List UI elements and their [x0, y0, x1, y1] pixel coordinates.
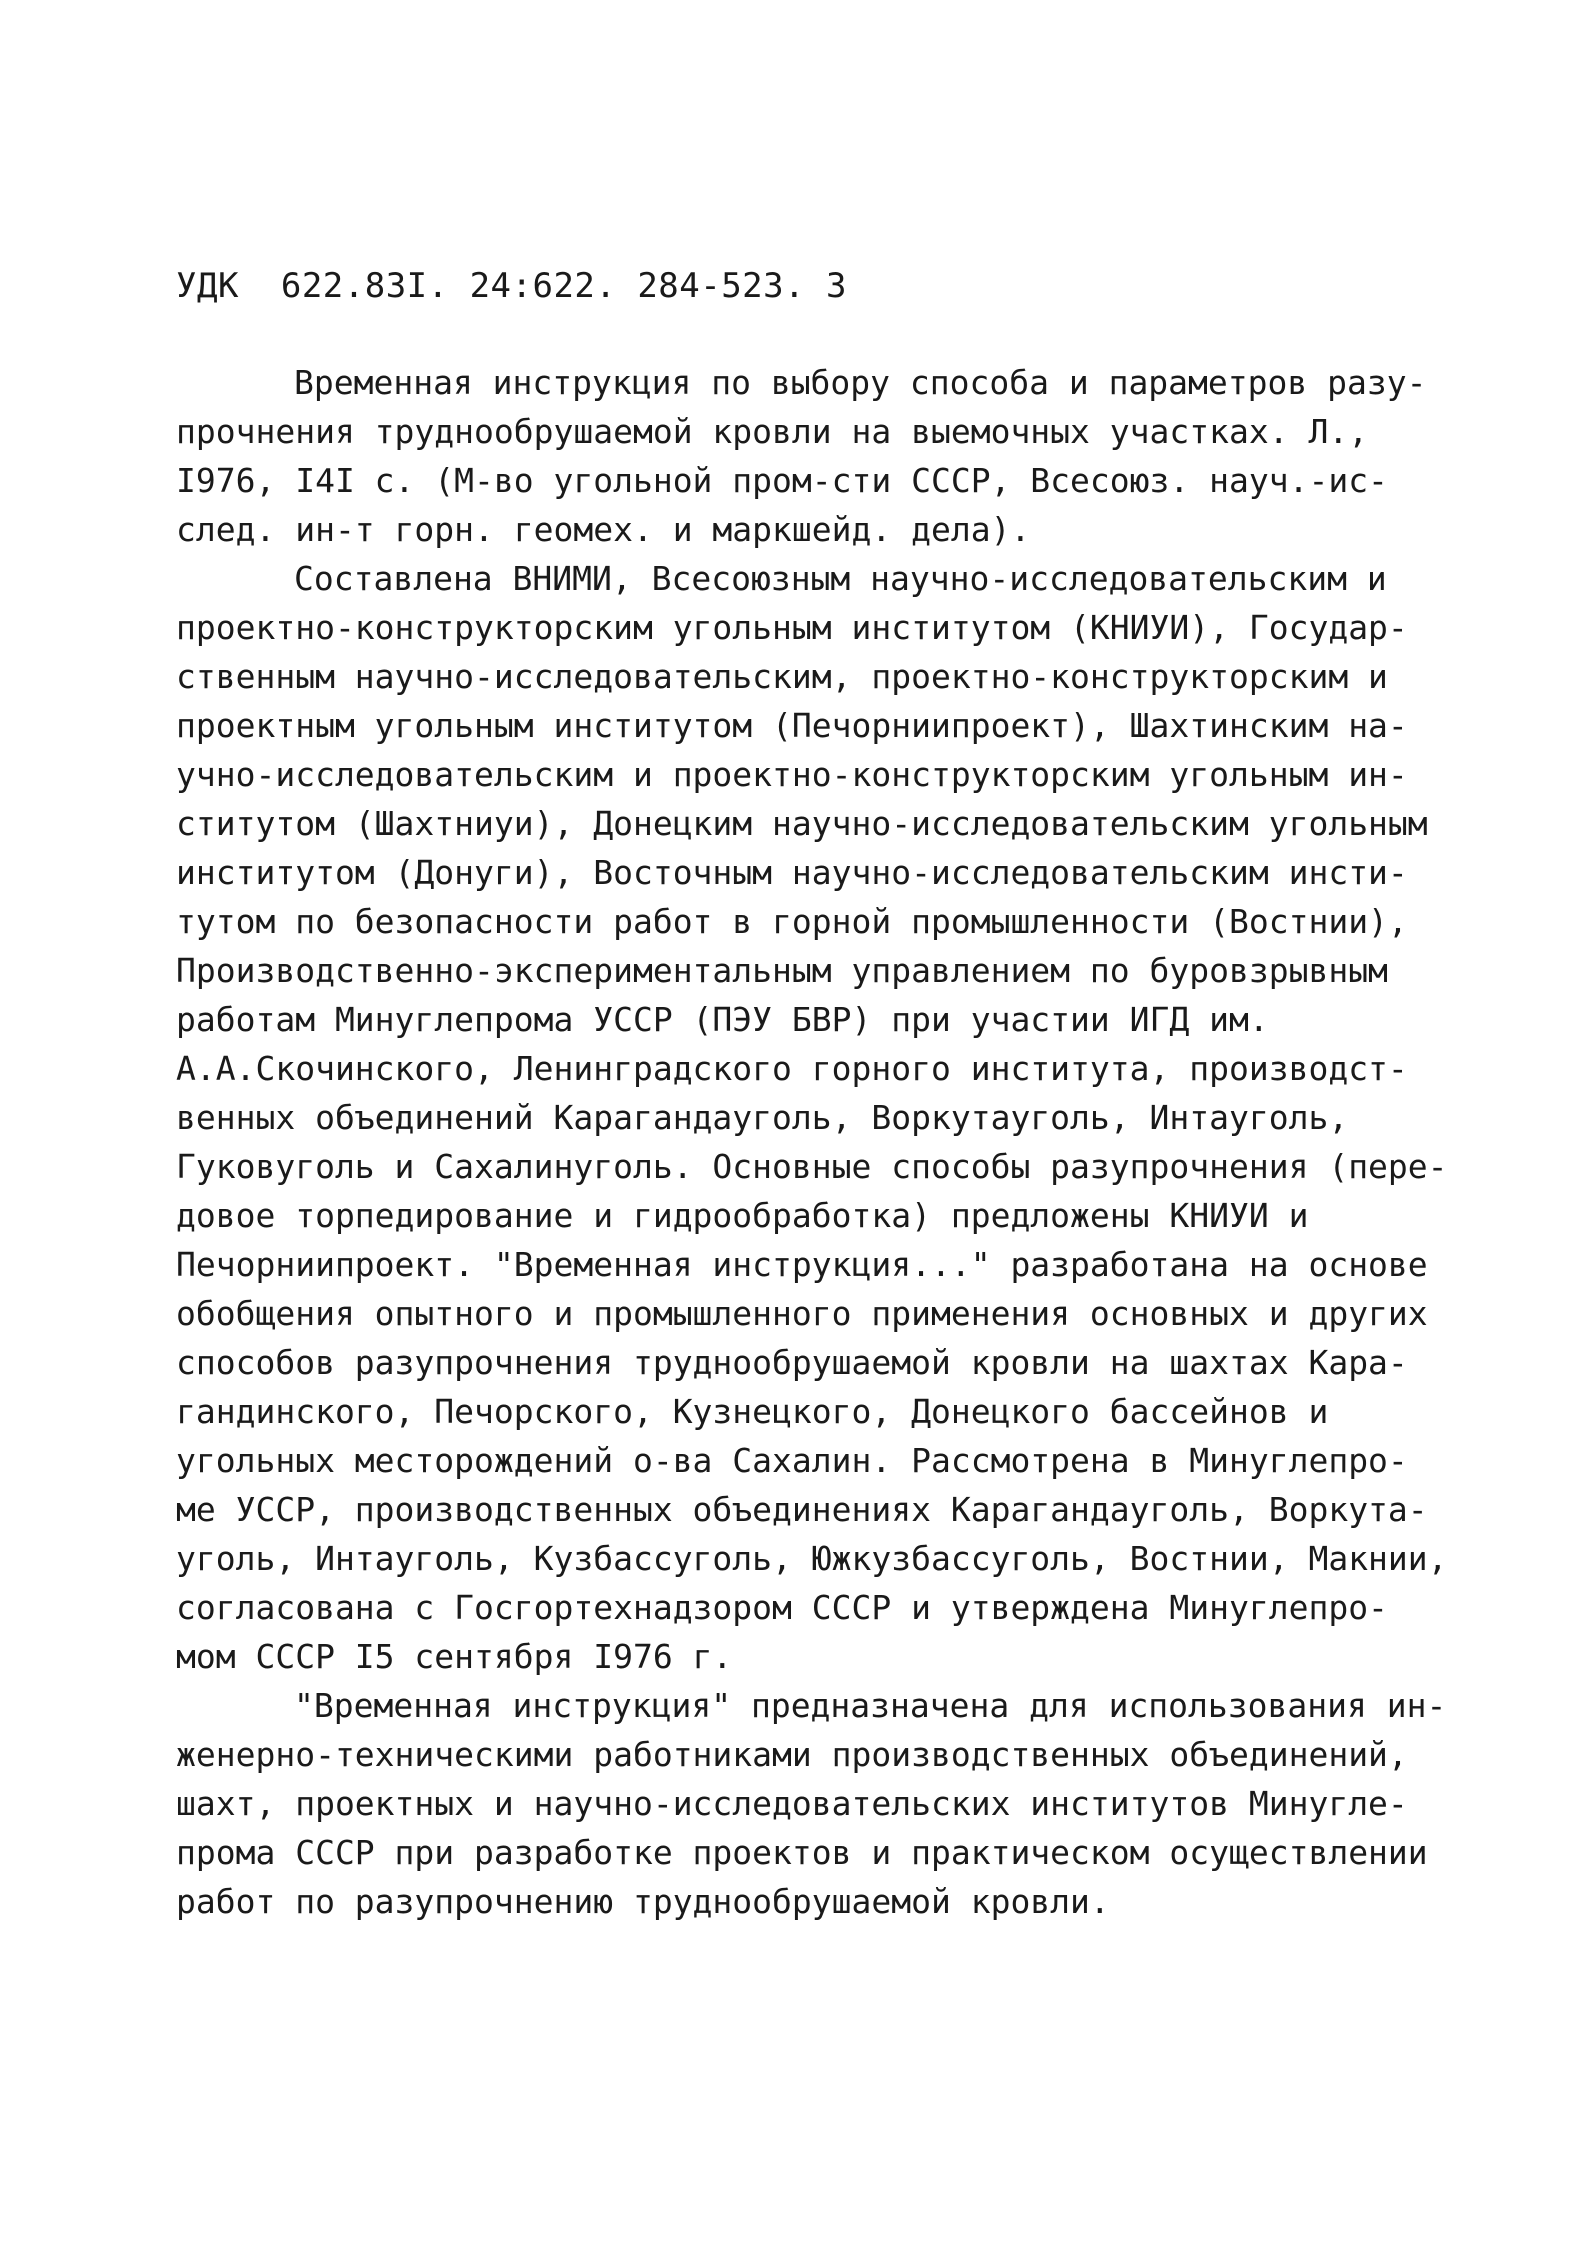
- text-line: мом СССР I5 сентября I976 г.: [176, 1637, 733, 1676]
- text-line: Производственно-экспериментальным управлением по буровзрывным: [176, 951, 1388, 990]
- text-line: Временная инструкция по выбору способа и параметров разу-: [294, 363, 1427, 402]
- text-line: проектно-конструкторским угольным институтом (КНИУИ), Государ-: [176, 608, 1408, 647]
- text-line: прома СССР при разработке проектов и практическом осуществлении: [176, 1833, 1428, 1872]
- text-line: след. ин-т горн. геомех. и маркшейд. дела).: [176, 510, 1031, 549]
- text-line: Печорниипроект. "Временная инструкция..." разработана на основе: [176, 1245, 1428, 1284]
- text-line: институтом (Донуги), Восточным научно-исследовательским инсти-: [176, 853, 1408, 892]
- text-line: шахт, проектных и научно-исследовательских институтов Минугле-: [176, 1784, 1408, 1823]
- text-line: уголь, Интауголь, Кузбассуголь, Южкузбассуголь, Востнии, Макнии,: [176, 1539, 1448, 1578]
- text-line: ститутом (Шахтниуи), Донецким научно-исследовательским угольным: [176, 804, 1428, 843]
- text-line: ственным научно-исследовательским, проектно-конструкторским и: [176, 657, 1388, 696]
- text-line: I976, I4I с. (М-во угольной пром-сти СССР, Всесоюз. науч.-ис-: [176, 461, 1388, 500]
- text-line: согласована с Госгортехнадзором СССР и утверждена Минуглепро-: [176, 1588, 1388, 1627]
- text-line: прочнения труднообрушаемой кровли на выемочных участках. Л.,: [176, 412, 1369, 451]
- text-line: Гуковуголь и Сахалинуголь. Основные способы разупрочнения (пере-: [176, 1147, 1448, 1186]
- text-line: "Временная инструкция" предназначена для использования ин-: [294, 1686, 1447, 1725]
- text-line: обобщения опытного и промышленного применения основных и других: [176, 1294, 1428, 1333]
- text-line: учно-исследовательским и проектно-конструкторским угольным ин-: [176, 755, 1408, 794]
- text-line: женерно-техническими работниками производственных объединений,: [176, 1735, 1408, 1774]
- text-line: Составлена ВНИМИ, Всесоюзным научно-исследовательским и: [294, 559, 1387, 598]
- udk-code: УДК 622.83I. 24:622. 284-523. 3: [176, 266, 848, 306]
- text-line: довое торпедирование и гидрообработка) предложены КНИУИ и: [176, 1196, 1309, 1235]
- text-line: способов разупрочнения труднообрушаемой кровли на шахтах Кара-: [176, 1343, 1408, 1382]
- text-line: ме УССР, производственных объединениях Карагандауголь, Воркута-: [176, 1490, 1428, 1529]
- text-line: угольных месторождений о-ва Сахалин. Рассмотрена в Минуглепро-: [176, 1441, 1408, 1480]
- abstract-text: [176, 358, 1448, 1926]
- text-line: работам Минуглепрома УССР (ПЭУ БВР) при участии ИГД им.: [176, 1000, 1269, 1039]
- text-line: тутом по безопасности работ в горной промышленности (Востнии),: [176, 902, 1408, 941]
- text-line: венных объединений Карагандауголь, Воркутауголь, Интауголь,: [176, 1098, 1349, 1137]
- text-line: проектным угольным институтом (Печорниипроект), Шахтинским на-: [176, 706, 1408, 745]
- text-line: работ по разупрочнению труднообрушаемой кровли.: [176, 1882, 1110, 1921]
- text-line: гандинского, Печорского, Кузнецкого, Донецкого бассейнов и: [176, 1392, 1329, 1431]
- text-line: А.А.Скочинского, Ленинградского горного института, производст-: [176, 1049, 1408, 1088]
